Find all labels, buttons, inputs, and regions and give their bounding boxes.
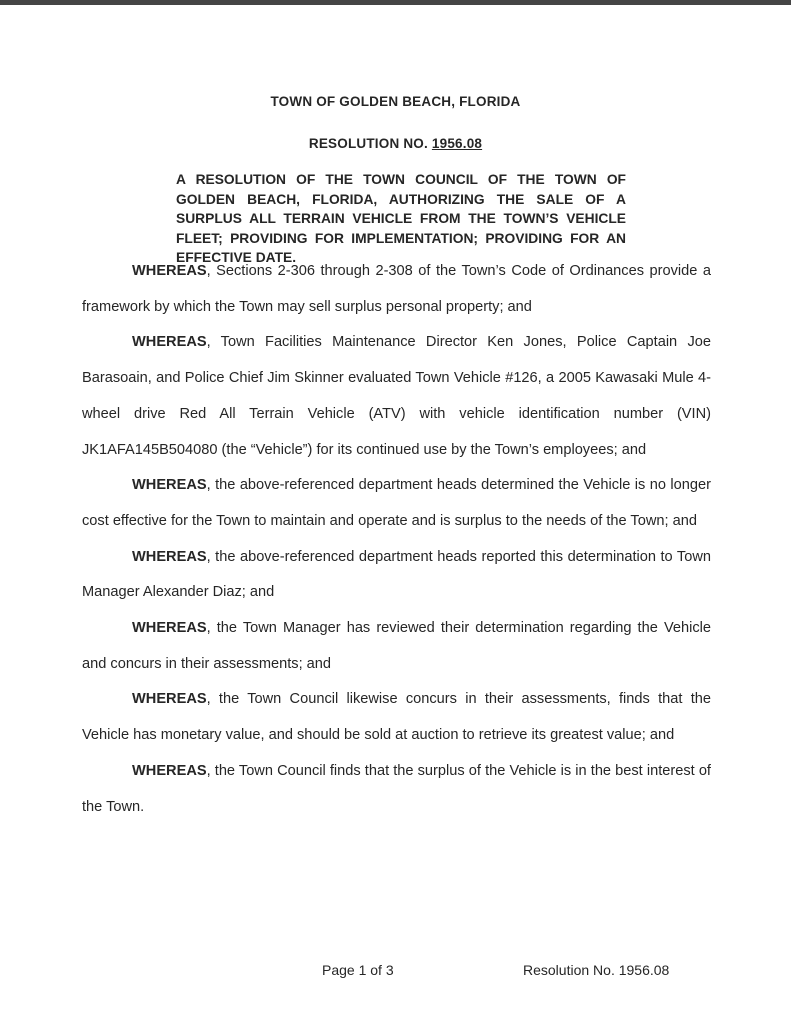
whereas-lead: WHEREAS [132,334,207,351]
whereas-paragraph [82,254,711,325]
whereas-text: , Sections 2-306 through 2-308 of the Town’s Code of Ordinances provide a framework by which the Town may sell surplus personal property; and [82,263,711,315]
whereas-lead: WHEREAS [132,477,207,494]
whereas-text: , the above-referenced department heads reported this determination to Town Manager Alexander Diaz; and [82,548,711,601]
whereas-paragraph [82,540,711,611]
whereas-lead: WHEREAS [132,762,207,779]
whereas-lead: WHEREAS [132,548,207,565]
whereas-text: , the Town Manager has reviewed their determination regarding the Vehicle and concurs in their assessments; and [82,620,711,672]
whereas-text: , the Town Council likewise concurs in their assessments, finds that the Vehicle has monetary value, and should be sold at auction to retrieve its greatest value; and [82,691,711,744]
page-number: Page 1 of 3 [322,962,394,978]
document-title: TOWN OF GOLDEN BEACH, FLORIDA [270,94,521,109]
resolution-reference: Resolution No. 1956.08 [523,962,670,978]
scan-edge-artifact [0,0,791,5]
resolution-number: 1956.08 [431,136,483,151]
resolution-body [82,254,711,825]
whereas-text: , the above-referenced department heads determined the Vehicle is no longer cost effective for the Town to maintain and operate and is surplus to the needs of the Town; and [82,477,711,529]
resolution-summary: A RESOLUTION OF THE TOWN COUNCIL OF THE TOWN OF GOLDEN BEACH, FLORIDA, AUTHORIZING THE SALE OF A SURPLUS ALL TERRAIN VEHICLE FROM THE TOWN’S VEHICLE FLEET; PROVIDING FOR IMPLEMENTATION; PROVIDING FOR AN EFFECTIVE DATE. [176,172,626,265]
resolution-label: RESOLUTION NO. [308,136,432,151]
whereas-text: , Town Facilities Maintenance Director Ken Jones, Police Captain Joe Barasoain, and Police Chief Jim Skinner evaluated Town Vehicle #126, a 2005 Kawasaki Mule 4-wheel drive Red All Terrain Vehicle (ATV) with vehicle identification number (VIN) JK1AFA145B504080 (the “Vehicle”) for its continued use by the Town’s employees; and [82,334,711,458]
whereas-paragraph [82,468,711,539]
whereas-text: , the Town Council finds that the surplus of the Vehicle is in the best interest of the Town. [82,762,711,815]
resolution-heading [0,136,791,151]
whereas-paragraph [82,325,711,468]
whereas-lead: WHEREAS [132,620,207,637]
whereas-lead: WHEREAS [132,691,207,708]
whereas-paragraph [82,754,711,825]
whereas-paragraph [82,682,711,753]
whereas-lead: WHEREAS [132,263,207,279]
whereas-paragraph [82,611,711,682]
